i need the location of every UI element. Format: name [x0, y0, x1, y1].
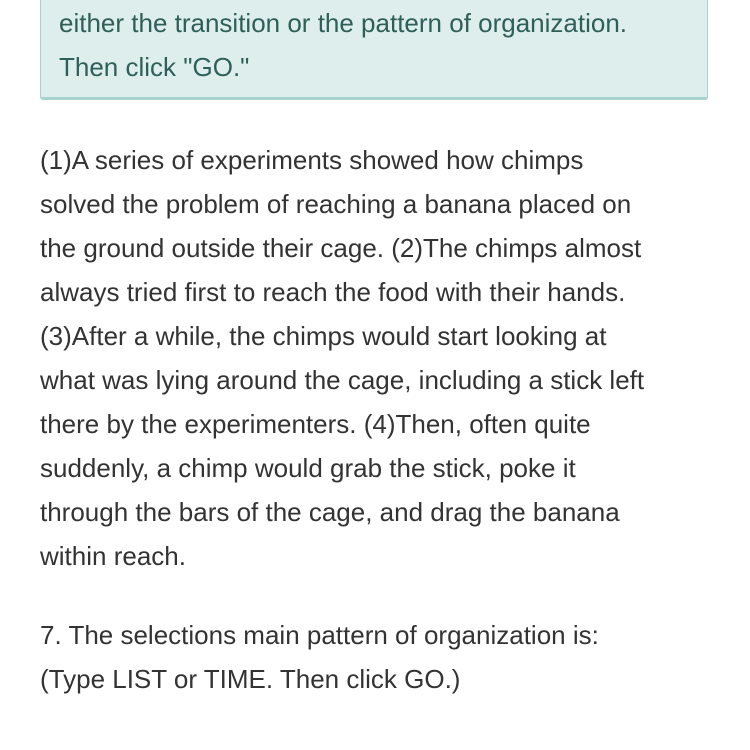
passage-line: what was lying around the cage, including a stick left: [40, 365, 645, 395]
passage-line: (3)After a while, the chimps would start looking at: [40, 321, 607, 351]
passage-line: within reach.: [40, 541, 186, 571]
passage-line: the ground outside their cage. (2)The chimps almost: [40, 233, 642, 263]
passage-line: there by the experimenters. (4)Then, often quite: [40, 409, 591, 439]
instruction-line-2: Then click "GO.": [59, 52, 250, 82]
passage-line: through the bars of the cage, and drag the banana: [40, 497, 620, 527]
instruction-box: [40, 0, 708, 100]
instruction-line-1: either the transition or the pattern of organization.: [59, 8, 628, 38]
question-line-1: 7. The selections main pattern of organization is:: [40, 620, 599, 650]
passage-line: always tried first to reach the food with their hands.: [40, 277, 626, 307]
reading-passage: [40, 138, 720, 578]
passage-line: suddenly, a chimp would grab the stick, poke it: [40, 453, 576, 483]
passage-line: solved the problem of reaching a banana placed on: [40, 189, 632, 219]
question-prompt: [40, 613, 720, 701]
question-line-2: (Type LIST or TIME. Then click GO.): [40, 664, 461, 694]
passage-line: (1)A series of experiments showed how chimps: [40, 145, 584, 175]
